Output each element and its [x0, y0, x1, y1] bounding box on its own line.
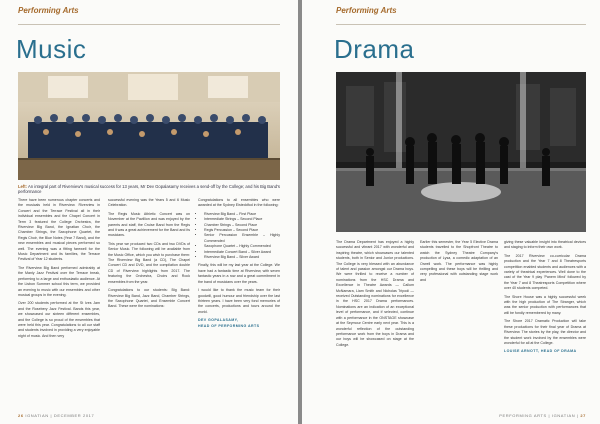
list-item: • Riverview Big Band – First Place: [204, 212, 280, 217]
page-number: 26: [18, 413, 24, 418]
list-item: • Senior Percussion Ensemble – Highly Commended: [204, 233, 280, 244]
drama-column-1: [336, 240, 414, 351]
music-paragraph: Congratulations to our students: Big Band: Riverview Big Band, Jazz Band, Chamber Strings, the Saxophone Quartet, and Ensemble Concert Band. These were the nominations:: [108, 288, 190, 309]
page-title: Music: [16, 34, 87, 64]
footer-text: PERFORMING ARTS | IGNATIAN |: [499, 413, 579, 418]
drama-column-2: [420, 240, 498, 286]
signature: LOUISE ARNOTT, HEAD OF DRAMA: [504, 349, 577, 354]
left-page: [0, 0, 298, 424]
right-page: [302, 0, 600, 424]
music-paragraph: I would like to thank the music team for their goodwill, good humour and friendship over the last thirteen years. I have been very fond memories of the concerts, productions and tours around the world.: [198, 288, 280, 314]
section-label: Performing Arts: [336, 6, 397, 15]
drama-column-3: [504, 240, 586, 355]
list-item: • Saxophone Quartet – Highly Commended: [204, 244, 280, 249]
page-footer: [499, 413, 586, 418]
caption-lead: Left:: [18, 184, 28, 189]
drama-paragraph: giving these valuable insight into theatrical devices and staging to inform their own work.: [504, 240, 586, 250]
caption-text: An integral part of Riverview's musical success for 13 years, Mr Dev Gopalasamy receives a send-off by the College; and his Big Band's performance: [18, 184, 280, 194]
music-paragraph: Over 200 students performed at the St Ives Jam and the Rosebery Jazz Festival. Bands this year, we showcased our sixteen different ensembles, and the College is so proud of the ensembles that were held this year. Congratulations to all our staff and students involved in providing a very enjoyable night of music. And then very: [18, 301, 100, 338]
list-item: • Riverview Big Band – Silver Award: [204, 255, 280, 260]
music-paragraph: successful evening was the Years 5 and 6 Music Celebration.: [108, 198, 190, 208]
concert-photo: [18, 72, 280, 180]
header-rule: [18, 24, 280, 25]
list-item: • Intermediate Concert Band – Silver Award: [204, 250, 280, 255]
footer-text: IGNATIAN | DECEMBER 2017: [25, 413, 95, 418]
music-column-3: [198, 198, 280, 329]
header-rule: [336, 24, 586, 25]
list-item: • Regis Percussion – Second Place: [204, 228, 280, 233]
drama-paragraph: The Shore 2017 Dramatic Production will take these productions for their final year of Drama at Riverview. The stories by the play, the director and the student work involved by the ensembles were wonderful for all at the College.: [504, 319, 586, 345]
section-label: Performing Arts: [18, 6, 79, 15]
list-item: • Chamber Strings – Second Place: [204, 223, 280, 228]
signature-name: DEV GOPALASAMY,: [198, 318, 239, 323]
music-paragraph: Finally, this will be my last year at the College. We have had a fantastic time at Riverview, with seven fantastic years in a row and a great commitment in the band of musicians over the years.: [198, 263, 280, 284]
music-paragraph: There have been numerous chapter concerts and the musicals held in Riverview. Riverview in Concert and the Terrace Festival all in their individual ensembles and the Chapel Concert in Term 3 featured the College Orchestra, the Riverview Big Band, the Ignatian Choir, the Chamber Strings, the Saxophone Quartet, the Regis Choir, the Blue Notes (Year 7 Band), and the new ensembles and musical pieces performed so well. The evening was a fitting farewell for the Music Department and its families, the Terrace Festival of Year 12 students.: [18, 198, 100, 262]
page-title: Drama: [334, 34, 415, 64]
music-paragraph: The Regis Music Athletic Concert was on November at the Pavillion and was enjoyed by the parents and staff, the Cruise Band from the Regis and it was a great achievement for the Band and its musicians.: [108, 211, 190, 238]
music-column-2: [108, 198, 190, 313]
drama-photo: [336, 72, 586, 232]
music-column-1: [18, 198, 100, 342]
music-paragraph: The Riverview Big Band performed admirably at the Manly Jazz Festival over the Terrace break, performing to a large and enthusiastic audience. At the Lisbon Summer school this term, we provided an evening to music with our ensembles and other musical groups in the evening.: [18, 265, 100, 297]
page-number: 27: [580, 413, 586, 418]
eisteddfod-list: [198, 212, 280, 261]
drama-paragraph: The Shore House was a highly successful week with the high production of The Stranger, which was the senior production with performances that will be fondly remembered by many.: [504, 294, 586, 315]
drama-paragraph: The Drama Department has enjoyed a highly successful and vibrant 2017 with wonderful and inspiring theatre, which showcases our talented students, both in Senior and Junior productions. The College is very blessed with an abundance of talent and passion amongst our Drama boys. We were thrilled to receive a number of nominations from the HSC Drama and Excellence in Theatre Awards — Callum McNamara, Liam Smith and Nicholas Tripodi — received Outstanding nominations for excellence in the HSC 2017 Drama performances. Nominations are an indication of an exceptional level of performance, and if selected, continue with a performance in the ONSTAGE showcase at the Seymour Centre early next year. This is a wonderful reflection of the outstanding performance work from the boys in Drama and our boys will be showcased on stage at the College.: [336, 240, 414, 347]
list-item: • Intermediate Strings – Second Place: [204, 217, 280, 222]
drama-paragraph: The 2017 Riverview co-curricular Drama production and the Year 7 and 8 Theatresports competition enabled students and audiences with a variety of theatrical experiences. Well done to the cast of the Year 9 play 'Panem Mind' followed by the Year 7 and 8 Theatresports Competition where over 40 students competed.: [504, 253, 586, 291]
music-paragraph: This year we produced two CDs and two DVDs of Senior Music. The following will be available from the Music Office, which you wish to purchase them: The Riverview Big Band (a CD), The Chapel Concert CD and DVD, and the compilation double CD of Riverview highlights from 2017. The featuring the Orchestra, Choirs and Rock ensembles from the year.: [108, 241, 190, 284]
page-footer: [18, 413, 94, 418]
music-paragraph: Congratulations to all ensembles who were awarded at the Sydney Eisteddfod in the following:: [198, 198, 280, 208]
photo-caption: [18, 184, 280, 194]
drama-paragraph: Earlier this semester, the Year 5 Elective Drama students travelled to the Shopfront Theatre to watch the Sydney Theatre Company's production of Lysa, a comedic adaptation of an Orwell work. The performance was highly compelling and these boys will be thrilling and very professional with outstanding stage work and: [420, 240, 498, 282]
signature-role: HEAD OF PERFORMING ARTS: [198, 323, 260, 328]
